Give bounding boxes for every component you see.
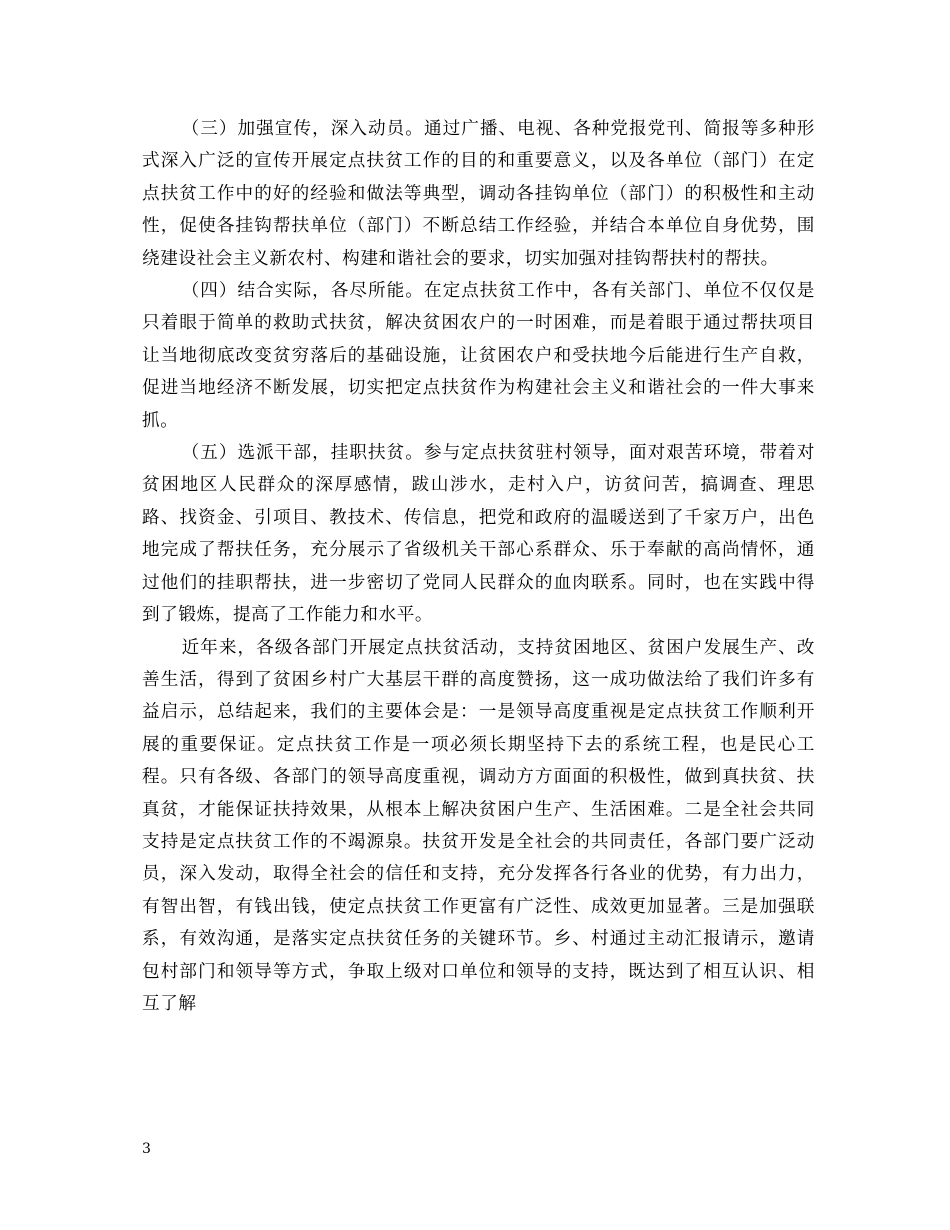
paragraph-publicity: （三）加强宣传，深入动员。通过广播、电视、各种党报党刊、简报等多种形式深入广泛的宣传开展定点扶贫工作的目的和重要意义，以及各单位（部门）在定点扶贫工作中的好的经验和做法等典型，调动各挂钩单位（部门）的积极性和主动性，促使各挂钩帮扶单位（部门）不断总结工作经验，并结合本单位自身优势，围绕建设社会主义新农村、构建和谐社会的要求，切实加强对挂钩帮扶村的帮扶。 xyxy=(142,119,815,269)
paragraph-experience: 近年来，各级各部门开展定点扶贫活动，支持贫困地区、贫困户发展生产、改善生活，得到了贫困乡村广大基层干群的高度赞扬，这一成功做法给了我们许多有益启示，总结起来，我们的主要体会是：一是领导高度重视是定点扶贫工作顺利开展的重要保证。定点扶贫工作是一项必须长期坚持下去的系统工程，也是民心工程。只有各级、各部门的领导高度重视，调动方方面面的积极性，做到真扶贫、扶真贫，才能保证扶持效果，从根本上解决贫困户生产、生活困难。二是全社会共同支持是定点扶贫工作的不竭源泉。扶贫开发是全社会的共同责任，各部门要广泛动员，深入发动，取得全社会的信任和支持，充分发挥各行各业的优势，有力出力，有智出智，有钱出钱，使定点扶贫工作更富有广泛性、成效更加显著。三是加强联系，有效沟通，是落实定点扶贫任务的关键环节。乡、村通过主动汇报请示，邀请包村部门和领导等方式，争取上级对口单位和领导的支持，既达到了相互认识、相互了解 xyxy=(142,637,815,1014)
paragraph-cadres: （五）选派干部，挂职扶贫。参与定点扶贫驻村领导，面对艰苦环境，带着对贫困地区人民群众的深厚感情，跋山涉水，走村入户，访贫问苦，搞调查、理思路、找资金、引项目、教技术、传信息，把党和政府的温暖送到了千家万户，出色地完成了帮扶任务，充分展示了省级机关干部心系群众、乐于奉献的高尚情怀，通过他们的挂职帮扶，进一步密切了党同人民群众的血肉联系。同时，也在实践中得到了锻炼，提高了工作能力和水平。 xyxy=(142,443,815,626)
page-number: 3 xyxy=(142,1141,151,1157)
page-body xyxy=(142,113,815,1020)
paragraph-practical: （四）结合实际，各尽所能。在定点扶贫工作中，各有关部门、单位不仅仅是只着眼于简单的救助式扶贫，解决贫困农户的一时困难，而是着眼于通过帮扶项目让当地彻底改变贫穷落后的基础设施，让贫困农户和受扶地今后能进行生产自救，促进当地经济不断发展，切实把定点扶贫作为构建社会主义和谐社会的一件大事来抓。 xyxy=(142,281,815,431)
